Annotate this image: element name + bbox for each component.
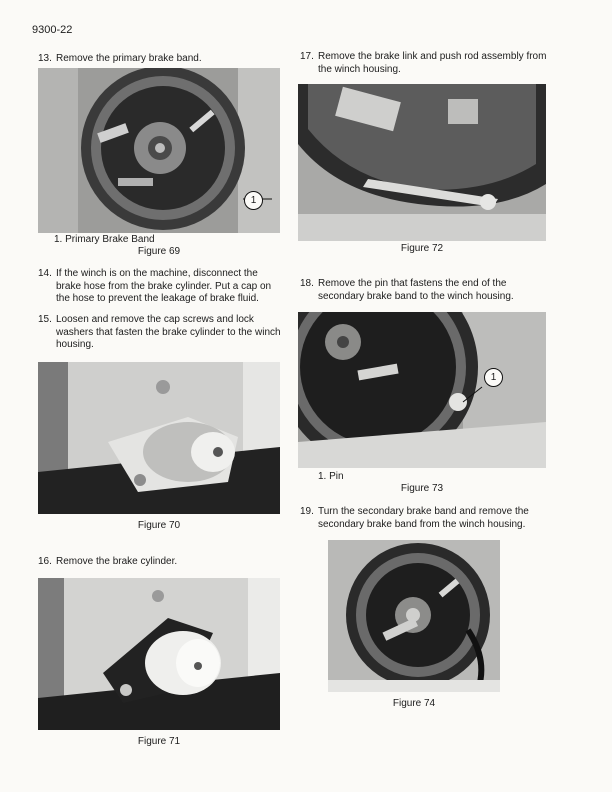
step-number: 19. [300,506,314,517]
figure-71-caption: Figure 71 [137,736,181,747]
figure-69-caption: Figure 69 [137,246,181,257]
step-text: Remove the primary brake band. [56,53,202,64]
step-text: Remove the brake link and push rod assembly from the winch housing. [318,51,547,75]
callout-1-figure-69: 1 [244,191,263,210]
step-text: Remove the brake cylinder. [56,556,178,567]
step-text: If the winch is on the machine, disconnect the brake hose from the brake cylinder. Put a cap on the hose to prevent the leakage of brake fluid. [56,268,272,304]
step-19 [300,506,550,531]
figure-73-photo [298,312,546,468]
step-18 [300,278,550,303]
callout-1-figure-73: 1 [484,368,503,387]
step-13 [38,53,283,66]
figure-73-legend: 1. Pin [318,471,344,482]
step-17 [300,51,550,76]
step-number: 14. [38,268,52,279]
figure-72-caption: Figure 72 [400,243,444,254]
step-text: Loosen and remove the cap screws and lock washers that fasten the brake cylinder to the winch housing. [56,314,281,350]
figure-71-photo [38,578,280,730]
step-16 [38,556,283,569]
step-number: 18. [300,278,314,289]
figure-70-caption: Figure 70 [137,520,181,531]
step-text: Turn the secondary brake band and remove the secondary brake band from the winch housing. [318,506,529,530]
figure-73-caption: Figure 73 [400,483,444,494]
figure-70-photo [38,362,280,514]
step-15 [38,314,283,352]
figure-69-photo [38,68,280,233]
step-number: 15. [38,314,52,325]
step-number: 17. [300,51,314,62]
page-number: 9300-22 [32,24,73,36]
figure-69-legend: 1. Primary Brake Band [54,234,155,245]
figure-72-photo [298,84,546,241]
figure-74-caption: Figure 74 [392,698,436,709]
figure-74-photo [328,540,500,692]
step-number: 16. [38,556,52,567]
step-number: 13. [38,53,52,64]
step-text: Remove the pin that fastens the end of the secondary brake band to the winch housing. [318,278,514,302]
step-14 [38,268,283,306]
